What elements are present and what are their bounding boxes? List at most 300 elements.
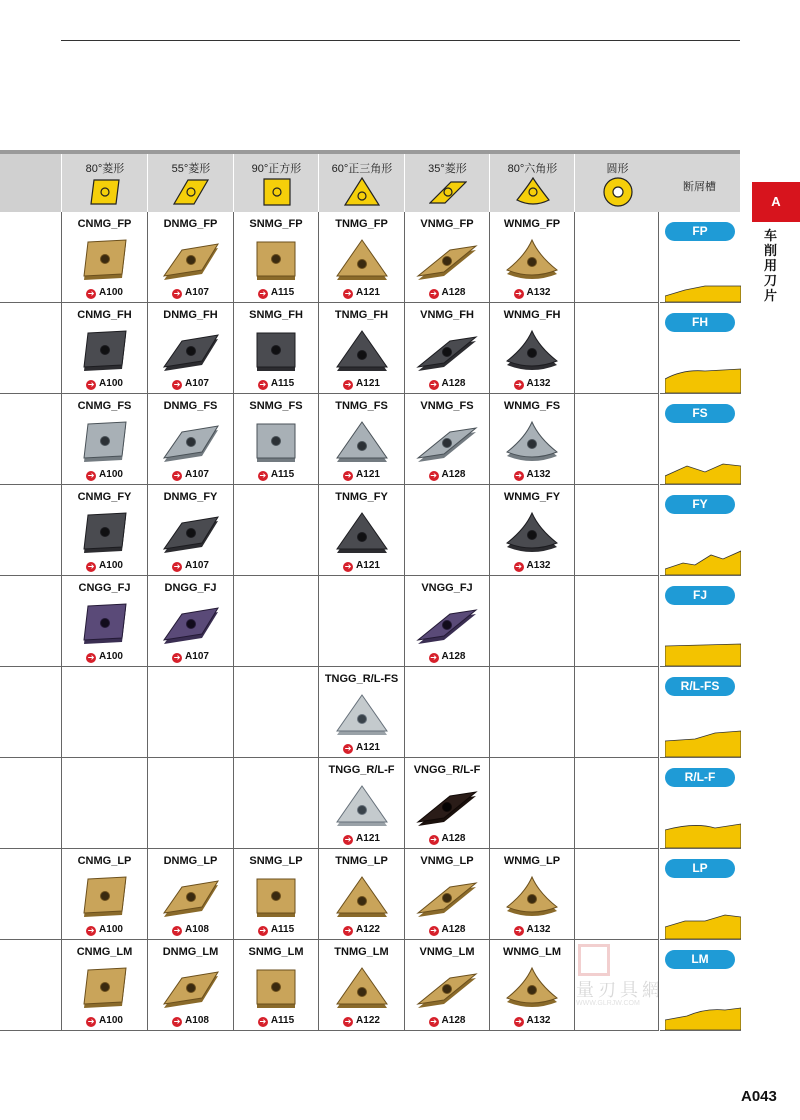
chipbreaker-cell <box>660 667 741 758</box>
page-reference-text: A100 <box>99 469 123 480</box>
page-reference-text: A122 <box>356 924 380 935</box>
page-reference-link[interactable] <box>319 742 404 754</box>
page-reference-link[interactable] <box>319 1015 404 1027</box>
insert-code: CNGG_FJ <box>78 582 131 594</box>
insert-code: TNMG_LM <box>334 946 389 958</box>
arrow-right-icon: ➔ <box>344 471 352 480</box>
insert-cell[interactable] <box>404 758 489 848</box>
empty-cell <box>574 212 659 302</box>
insert-image <box>331 691 393 739</box>
page-reference-link[interactable] <box>490 1015 574 1027</box>
arrow-right-icon: ➔ <box>515 380 522 389</box>
arrow-right-icon: ➔ <box>173 562 181 571</box>
insert-image <box>416 418 478 466</box>
empty-cell <box>318 576 404 666</box>
insert-image <box>331 782 393 830</box>
insert-image <box>160 418 222 466</box>
insert-image <box>74 873 136 921</box>
insert-code: TNMG_FY <box>335 491 388 503</box>
chipbreaker-header-label: 断屑槽 <box>683 181 716 193</box>
insert-code: TNGG_R/L-FS <box>324 673 399 685</box>
section-tab[interactable]: A <box>752 182 800 222</box>
row-divider <box>0 1030 61 1031</box>
insert-cell[interactable] <box>318 394 404 484</box>
empty-cell <box>574 303 659 393</box>
page-reference-text: A128 <box>441 1015 466 1026</box>
insert-image <box>160 327 222 375</box>
shape-header-label: 80°六角形 <box>507 163 558 175</box>
insert-code: VNMG_LP <box>420 855 474 867</box>
header-left-block <box>0 154 61 212</box>
arrow-right-icon: ➔ <box>173 471 181 480</box>
page-reference-link[interactable] <box>319 924 404 936</box>
trigon-icon <box>514 176 552 208</box>
insert-cell[interactable] <box>318 940 404 1030</box>
chipbreaker-cell <box>660 849 741 940</box>
insert-image <box>245 418 307 466</box>
insert-image <box>501 509 563 557</box>
chipbreaker-cell <box>660 485 741 576</box>
empty-cell <box>233 758 318 848</box>
page-reference-text: A115 <box>270 378 295 389</box>
insert-code: VNMG_FS <box>420 400 474 412</box>
insert-cell[interactable] <box>147 394 233 484</box>
empty-cell <box>574 667 659 757</box>
insert-cell[interactable] <box>318 485 404 575</box>
chipbreaker-badge[interactable]: FS <box>665 404 735 423</box>
shape-header-6 <box>489 154 575 212</box>
shape-header-label: 圆形 <box>606 163 629 175</box>
insert-code: DNMG_FH <box>163 309 218 321</box>
insert-image <box>160 964 222 1012</box>
rhombus-35-icon <box>429 176 467 208</box>
page-reference-text: A121 <box>356 378 380 389</box>
arrow-right-icon: ➔ <box>344 835 352 844</box>
arrow-right-icon: ➔ <box>515 471 522 480</box>
chipbreaker-badge[interactable]: FH <box>665 313 735 332</box>
insert-image <box>74 236 136 284</box>
insert-image <box>416 327 478 375</box>
row-divider <box>0 939 61 940</box>
empty-cell <box>233 667 318 757</box>
watermark <box>572 944 682 1014</box>
empty-cell <box>489 758 574 848</box>
insert-cell[interactable] <box>233 212 318 302</box>
arrow-right-icon: ➔ <box>515 562 522 571</box>
page-reference-link[interactable] <box>405 469 489 481</box>
insert-cell[interactable] <box>147 303 233 393</box>
row-divider <box>0 666 61 667</box>
page-reference-link[interactable] <box>319 469 404 481</box>
insert-code: WNMG_FS <box>503 400 561 412</box>
empty-cell <box>147 667 233 757</box>
page-reference-text: A107 <box>185 378 209 389</box>
insert-cell[interactable] <box>61 849 147 939</box>
page-reference-link[interactable] <box>62 924 147 936</box>
page-reference-text: A121 <box>356 833 380 844</box>
chipbreaker-profile-icon <box>665 454 741 484</box>
insert-image <box>501 418 563 466</box>
chipbreaker-profile-icon <box>665 545 741 575</box>
page-reference-link[interactable] <box>234 469 318 481</box>
arrow-right-icon: ➔ <box>87 653 95 662</box>
page-reference-text: A107 <box>185 469 209 480</box>
page-reference-link[interactable] <box>319 378 404 390</box>
insert-cell[interactable] <box>404 212 489 302</box>
insert-cell[interactable] <box>404 576 489 666</box>
empty-cell <box>574 485 659 575</box>
insert-cell[interactable] <box>489 940 574 1030</box>
insert-code: DNMG_LP <box>163 855 218 867</box>
page-reference-link[interactable] <box>319 287 404 299</box>
insert-cell[interactable] <box>318 667 404 757</box>
insert-code: SNMG_LM <box>248 946 304 958</box>
chipbreaker-profile-icon <box>665 818 741 848</box>
page-reference-link[interactable] <box>405 287 489 299</box>
page-reference-text: A128 <box>441 924 466 935</box>
page-reference-link[interactable] <box>62 469 147 481</box>
page-reference-text: A100 <box>99 651 123 662</box>
insert-code: CNMG_LP <box>77 855 132 867</box>
page-reference-text: A115 <box>270 1015 295 1026</box>
shape-header-2 <box>147 154 234 212</box>
page-reference-text: A121 <box>356 560 380 571</box>
page-reference-text: A132 <box>526 378 551 389</box>
arrow-right-icon: ➔ <box>87 926 95 935</box>
empty-cell <box>489 667 574 757</box>
page-reference-link[interactable] <box>234 378 318 390</box>
insert-image <box>501 873 563 921</box>
insert-cell[interactable] <box>233 394 318 484</box>
square-icon <box>258 176 296 208</box>
arrow-right-icon: ➔ <box>515 926 522 935</box>
empty-cell <box>404 485 489 575</box>
shape-header-label: 35°菱形 <box>428 163 467 175</box>
page-reference-text: A132 <box>526 287 551 298</box>
page-reference-text: A115 <box>270 469 295 480</box>
arrow-right-icon: ➔ <box>173 380 181 389</box>
chipbreaker-profile-icon <box>665 727 741 757</box>
insert-cell[interactable] <box>61 485 147 575</box>
insert-image <box>160 509 222 557</box>
arrow-right-icon: ➔ <box>344 744 352 753</box>
insert-cell[interactable] <box>489 212 574 302</box>
arrow-right-icon: ➔ <box>430 289 437 298</box>
insert-image <box>74 509 136 557</box>
page-reference-link[interactable] <box>490 560 574 572</box>
insert-code: VNMG_FP <box>420 218 474 230</box>
row-divider <box>0 848 61 849</box>
insert-cell[interactable] <box>318 212 404 302</box>
page-reference-text: A107 <box>185 651 209 662</box>
page-reference-text: A128 <box>441 287 466 298</box>
page-reference-text: A108 <box>185 1015 209 1026</box>
insert-code: DNMG_FS <box>163 400 218 412</box>
insert-cell[interactable] <box>404 394 489 484</box>
chipbreaker-badge[interactable]: LM <box>665 950 735 969</box>
watermark-text: 量刃具網 <box>576 980 664 1000</box>
insert-code: SNMG_FH <box>249 309 303 321</box>
insert-image <box>160 600 222 648</box>
insert-image <box>74 600 136 648</box>
arrow-right-icon: ➔ <box>87 289 95 298</box>
chipbreaker-profile-icon <box>665 272 741 302</box>
insert-row-lm <box>61 940 659 1031</box>
insert-image <box>331 418 393 466</box>
section-label: 车削用刀片 <box>764 228 778 303</box>
insert-cell[interactable] <box>147 576 233 666</box>
insert-image <box>331 327 393 375</box>
insert-image <box>160 236 222 284</box>
insert-cell[interactable] <box>404 849 489 939</box>
triangle-icon <box>343 176 381 208</box>
chipbreaker-badge[interactable]: FP <box>665 222 735 241</box>
arrow-right-icon: ➔ <box>344 289 352 298</box>
insert-code: WNMG_FP <box>503 218 561 230</box>
insert-cell[interactable] <box>318 758 404 848</box>
page-reference-text: A100 <box>99 560 123 571</box>
arrow-right-icon: ➔ <box>259 380 267 389</box>
table-header <box>0 150 740 212</box>
page-reference-text: A121 <box>356 469 380 480</box>
chipbreaker-cell <box>660 576 741 667</box>
insert-cell[interactable] <box>147 849 233 939</box>
chipbreaker-badge[interactable]: FJ <box>665 586 735 605</box>
arrow-right-icon: ➔ <box>87 471 95 480</box>
insert-image <box>501 236 563 284</box>
page-reference-link[interactable] <box>148 469 233 481</box>
empty-cell <box>147 758 233 848</box>
chipbreaker-cell <box>660 303 741 394</box>
empty-cell <box>574 576 659 666</box>
chipbreaker-badge[interactable]: R/L-F <box>665 768 735 787</box>
insert-code: DNMG_LM <box>162 946 219 958</box>
arrow-right-icon: ➔ <box>87 1017 95 1026</box>
arrow-right-icon: ➔ <box>344 562 352 571</box>
insert-image <box>245 327 307 375</box>
chipbreaker-cell <box>660 394 741 485</box>
arrow-right-icon: ➔ <box>430 471 437 480</box>
insert-code: WNMG_LM <box>502 946 562 958</box>
page-reference-link[interactable] <box>405 924 489 936</box>
page-reference-link[interactable] <box>148 560 233 572</box>
insert-cell[interactable] <box>489 849 574 939</box>
page-reference-link[interactable] <box>319 833 404 845</box>
page-reference-link[interactable] <box>62 378 147 390</box>
page-reference-text: A115 <box>270 287 295 298</box>
chipbreaker-cell <box>660 758 741 849</box>
insert-row-r-l-f <box>61 758 659 849</box>
insert-image <box>416 964 478 1012</box>
rhombus-80-icon <box>86 176 124 208</box>
page-reference-text: A132 <box>526 1015 551 1026</box>
arrow-right-icon: ➔ <box>173 289 181 298</box>
row-divider <box>0 575 61 576</box>
round-icon <box>599 176 637 208</box>
chipbreaker-badge[interactable]: LP <box>665 859 735 878</box>
page-reference-link[interactable] <box>148 287 233 299</box>
arrow-right-icon: ➔ <box>430 380 437 389</box>
empty-cell <box>574 849 659 939</box>
insert-image <box>331 509 393 557</box>
arrow-right-icon: ➔ <box>87 562 95 571</box>
insert-cell[interactable] <box>61 940 147 1030</box>
insert-cell[interactable] <box>404 940 489 1030</box>
insert-cell[interactable] <box>489 303 574 393</box>
watermark-logo <box>578 944 610 976</box>
insert-code: VNGG_R/L-F <box>413 764 481 776</box>
insert-cell[interactable] <box>147 940 233 1030</box>
row-divider <box>0 393 61 394</box>
chipbreaker-profile-icon <box>665 909 741 939</box>
arrow-right-icon: ➔ <box>87 380 95 389</box>
insert-image <box>74 327 136 375</box>
insert-code: TNMG_LP <box>335 855 388 867</box>
insert-cell[interactable] <box>61 394 147 484</box>
chipbreaker-badge[interactable]: FY <box>665 495 735 514</box>
empty-cell <box>233 485 318 575</box>
insert-row-fy <box>61 485 659 576</box>
insert-image <box>74 418 136 466</box>
shape-header-5 <box>404 154 490 212</box>
top-rule <box>61 40 740 41</box>
insert-code: DNMG_FY <box>163 491 218 503</box>
empty-cell <box>404 667 489 757</box>
chipbreaker-badge[interactable]: R/L-FS <box>665 677 735 696</box>
insert-cell[interactable] <box>233 940 318 1030</box>
page-reference-link[interactable] <box>148 924 233 936</box>
insert-code: WNMG_FH <box>503 309 561 321</box>
insert-row-fs <box>61 394 659 485</box>
page-reference-link[interactable] <box>405 651 489 663</box>
page-reference-link[interactable] <box>234 287 318 299</box>
insert-code: CNMG_LM <box>76 946 133 958</box>
insert-cell[interactable] <box>61 212 147 302</box>
page-reference-link[interactable] <box>148 1015 233 1027</box>
arrow-right-icon: ➔ <box>515 1017 522 1026</box>
insert-image <box>416 873 478 921</box>
insert-code: WNMG_LP <box>503 855 561 867</box>
insert-code: WNMG_FY <box>503 491 561 503</box>
page-reference-text: A132 <box>526 924 551 935</box>
page-reference-link[interactable] <box>62 1015 147 1027</box>
insert-image <box>501 964 563 1012</box>
arrow-right-icon: ➔ <box>173 926 181 935</box>
page-reference-link[interactable] <box>148 651 233 663</box>
page-number: A043 <box>741 1088 777 1105</box>
page-reference-link[interactable] <box>234 924 318 936</box>
page-reference-text: A107 <box>185 560 209 571</box>
page-reference-text: A115 <box>270 924 295 935</box>
shape-header-label: 90°正方形 <box>251 163 302 175</box>
insert-code: CNMG_FY <box>77 491 132 503</box>
page-reference-text: A107 <box>185 287 209 298</box>
page-reference-link[interactable] <box>490 378 574 390</box>
watermark-url: WWW.GLRJW.COM <box>576 1000 640 1007</box>
arrow-right-icon: ➔ <box>430 926 437 935</box>
insert-code: TNMG_FS <box>335 400 388 412</box>
insert-cell[interactable] <box>318 849 404 939</box>
insert-cell[interactable] <box>61 576 147 666</box>
page-reference-link[interactable] <box>319 560 404 572</box>
empty-cell <box>574 758 659 848</box>
insert-code: VNGG_FJ <box>421 582 473 594</box>
shape-header-7 <box>574 154 660 212</box>
insert-cell[interactable] <box>61 303 147 393</box>
arrow-right-icon: ➔ <box>430 835 437 844</box>
shape-header-label: 60°正三角形 <box>331 163 393 175</box>
insert-cell[interactable] <box>233 303 318 393</box>
insert-image <box>416 600 478 648</box>
page-reference-link[interactable] <box>62 560 147 572</box>
page-reference-link[interactable] <box>490 924 574 936</box>
page-reference-link[interactable] <box>490 287 574 299</box>
empty-cell <box>233 576 318 666</box>
insert-image <box>331 236 393 284</box>
row-divider <box>0 484 61 485</box>
insert-code: CNMG_FP <box>77 218 132 230</box>
insert-image <box>74 964 136 1012</box>
arrow-right-icon: ➔ <box>259 926 267 935</box>
page-reference-text: A122 <box>356 1015 380 1026</box>
row-divider <box>0 302 61 303</box>
arrow-right-icon: ➔ <box>430 1017 437 1026</box>
insert-image <box>245 236 307 284</box>
empty-cell <box>61 667 147 757</box>
insert-cell[interactable] <box>404 303 489 393</box>
empty-cell <box>574 394 659 484</box>
page-reference-text: A100 <box>99 1015 123 1026</box>
page-reference-link[interactable] <box>490 469 574 481</box>
insert-row-lp <box>61 849 659 940</box>
insert-cell[interactable] <box>233 849 318 939</box>
insert-cell[interactable] <box>318 303 404 393</box>
insert-cell[interactable] <box>147 485 233 575</box>
page-reference-link[interactable] <box>405 1015 489 1027</box>
insert-image <box>245 873 307 921</box>
insert-code: DNMG_FP <box>163 218 218 230</box>
page-reference-text: A128 <box>441 469 466 480</box>
arrow-right-icon: ➔ <box>344 926 352 935</box>
shape-header-label: 55°菱形 <box>171 163 211 175</box>
page-reference-text: A100 <box>99 378 123 389</box>
arrow-right-icon: ➔ <box>173 1017 181 1026</box>
arrow-right-icon: ➔ <box>344 1017 352 1026</box>
insert-code: SNMG_FS <box>249 400 303 412</box>
page-reference-text: A128 <box>441 378 466 389</box>
page-reference-text: A121 <box>356 287 380 298</box>
insert-code: VNMG_FH <box>420 309 474 321</box>
page-reference-link[interactable] <box>405 378 489 390</box>
insert-cell[interactable] <box>147 212 233 302</box>
insert-cell[interactable] <box>489 394 574 484</box>
insert-code: TNMG_FH <box>334 309 389 321</box>
insert-code: SNMG_LP <box>249 855 303 867</box>
insert-image <box>331 873 393 921</box>
page-reference-link[interactable] <box>62 287 147 299</box>
insert-code: SNMG_FP <box>249 218 303 230</box>
insert-code: VNMG_LM <box>419 946 475 958</box>
arrow-right-icon: ➔ <box>259 471 267 480</box>
chipbreaker-profile-icon <box>665 636 741 666</box>
page-reference-link[interactable] <box>405 833 489 845</box>
chipbreaker-header <box>659 154 740 212</box>
page-reference-link[interactable] <box>234 1015 318 1027</box>
page-reference-link[interactable] <box>148 378 233 390</box>
insert-cell[interactable] <box>489 485 574 575</box>
insert-code: DNGG_FJ <box>164 582 217 594</box>
page-reference-link[interactable] <box>62 651 147 663</box>
